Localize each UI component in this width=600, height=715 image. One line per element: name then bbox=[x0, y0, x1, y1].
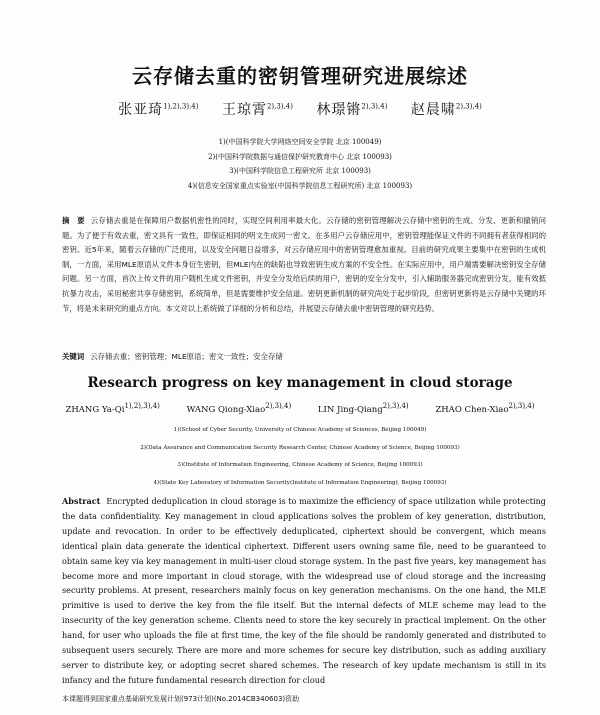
author-en: ZHANG $Ya-Qi^{1),2),3),4)}$ bbox=[65, 402, 160, 415]
affiliation-en: 1)(School of Cyber Security, University of Chinese Academy of Sciences, Beijing 100049) bbox=[173, 427, 427, 433]
abstract-cn bbox=[62, 214, 546, 316]
keywords-cn bbox=[62, 351, 546, 362]
abstract-en-text: Encrypted deduplication in cloud storage is to maximize the efficiency of space utilization while protecting the data confidentiality. Key management in cloud applications solves the problem of key generation, distribution, update and revocation. In order to be effectively deduplicated, ciphertext should be convergent, which means identical plain data generate the identical ciphertext. Different users owning same file, need to be guaranteed to obtain same key via key management in multi-user cloud storage system. In the past five years, key management has become more and more important in cloud storage, with the widespread use of cloud storage and the increasing security problems. At present, researchers mainly focus on key generation mechanisms. On the one hand, the MLE primitive is used to derive the key from the file itself. But the internal defects of MLE scheme may lead to the insecurity of the key generation scheme. Clients need to store the key securely in practical implement. On the other hand, for user who uploads the file at first time, the key of the file should be randomly generated and distributed to subsequent users securely. There are more and more schemes for secure key distribution, such as adding auxiliary server to distribute key, or adopting secret shared schemes. The research of key update mechanism is still in its infancy and the future fundamental research direction for cloud bbox=[62, 496, 546, 685]
author-en: WANG Qiong-Xiao$^{2),3),4)}$ bbox=[186, 402, 292, 415]
paper-title-cn: 云存储去重的密钥管理研究进展综述 bbox=[132, 64, 468, 88]
abstract-en bbox=[62, 494, 546, 688]
abstract-en-label: Abstract bbox=[62, 496, 101, 506]
affiliation-cn: 1)(中国科学院大学网络空间安全学院 北京 100049) bbox=[218, 138, 382, 146]
author-cn: 王琼霄$^{2),3),4)}$ bbox=[221, 102, 293, 118]
author-en: LIN Jing-Qiang$^{2),3),4)}$ bbox=[317, 402, 409, 415]
keywords-cn-label: 关键词 bbox=[62, 352, 85, 361]
abstract-cn-text: 云存储去重是在保障用户数据机密性的同时，实现空间利用率最大化。云存储的密钥管理解决云存储中密钥的生成、分发、更新和撤销问题。为了便于有效去重，密文具有一致性，即保证相同的明文生成同一密文。在多用户云存储应用中，密钥管理能保证文件的不同拥有者获得相同的密钥。近5年来，随着云存储的广泛使用，以及安全问题日益增多，对云存储应用中的密钥管理愈加重视。目前的研究成果主要集中在密钥的生成机制，一方面，采用MLE原语从文件本身衍生密钥，但MLE内在的缺陷也导致密钥生成方案的不安全性。在实际应用中，用户端需要解决密钥安全存储问题。另一方面，首次上传文件的用户随机生成文件密钥，并安全分发给后续的用户，密钥的安全分发中，引入辅助服务器完成密钥分发，能有效抵抗暴力攻击，采用秘密共享存储密钥，系统简单，但是需要维护安全信道。密钥更新机制的研究尚处于起步阶段，但密钥更新将是云存储中关键的环节，将是未来研究的重点方向。本文对以上系统做了详细的分析和总结，并展望云存储去重中密钥管理的研究趋势。 bbox=[62, 216, 546, 313]
author-list-en bbox=[0, 402, 600, 415]
affiliation-en: 2)(Data Assurance and Communication Security Research Center, Chinese Academy of Science, Beijing 100093) bbox=[140, 444, 460, 451]
affiliations-cn bbox=[0, 135, 600, 193]
affiliations-en bbox=[0, 422, 600, 493]
author-list-cn bbox=[0, 99, 600, 119]
affiliation-cn: 3)(中国科学院信息工程研究所 北京 100093) bbox=[229, 167, 371, 175]
affiliation-en: 4)(State Key Laboratory of Information Security(Institute of Information Engineering), Beijing 100093) bbox=[153, 480, 447, 487]
affiliation-en: 3)(Institute of Information Engineering, Chinese Academy of Science, Beijing 100093) bbox=[177, 462, 423, 469]
author-cn: 赵晨啸$^{2),3),4)}$ bbox=[410, 102, 482, 118]
affiliation-cn: 2)(中国科学院数据与通信保护研究教育中心 北京 100093) bbox=[208, 152, 392, 161]
author-en: ZHAO Chen-Xiao$^{2),3),4)}$ bbox=[435, 402, 535, 415]
author-cn: 张亚琦$^{1),2),3),4)}$ bbox=[118, 102, 199, 118]
funding-footnote: 本课题得到国家重点基础研究发展计划(973计划)(No.2014CB340603)资助 bbox=[62, 695, 300, 703]
affiliation-cn: 4)(信息安全国家重点实验室(中国科学院信息工程研究所) 北京 100093) bbox=[187, 181, 413, 190]
keywords-cn-text: 云存储去重；密钥管理；MLE原语；密文一致性；安全存储 bbox=[90, 352, 283, 361]
abstract-cn-label: 摘 要 bbox=[62, 216, 85, 225]
author-cn: 林璟锵$^{2),3),4)}$ bbox=[316, 102, 388, 118]
paper-title-en: Research progress on key management in cloud storage bbox=[87, 375, 513, 391]
